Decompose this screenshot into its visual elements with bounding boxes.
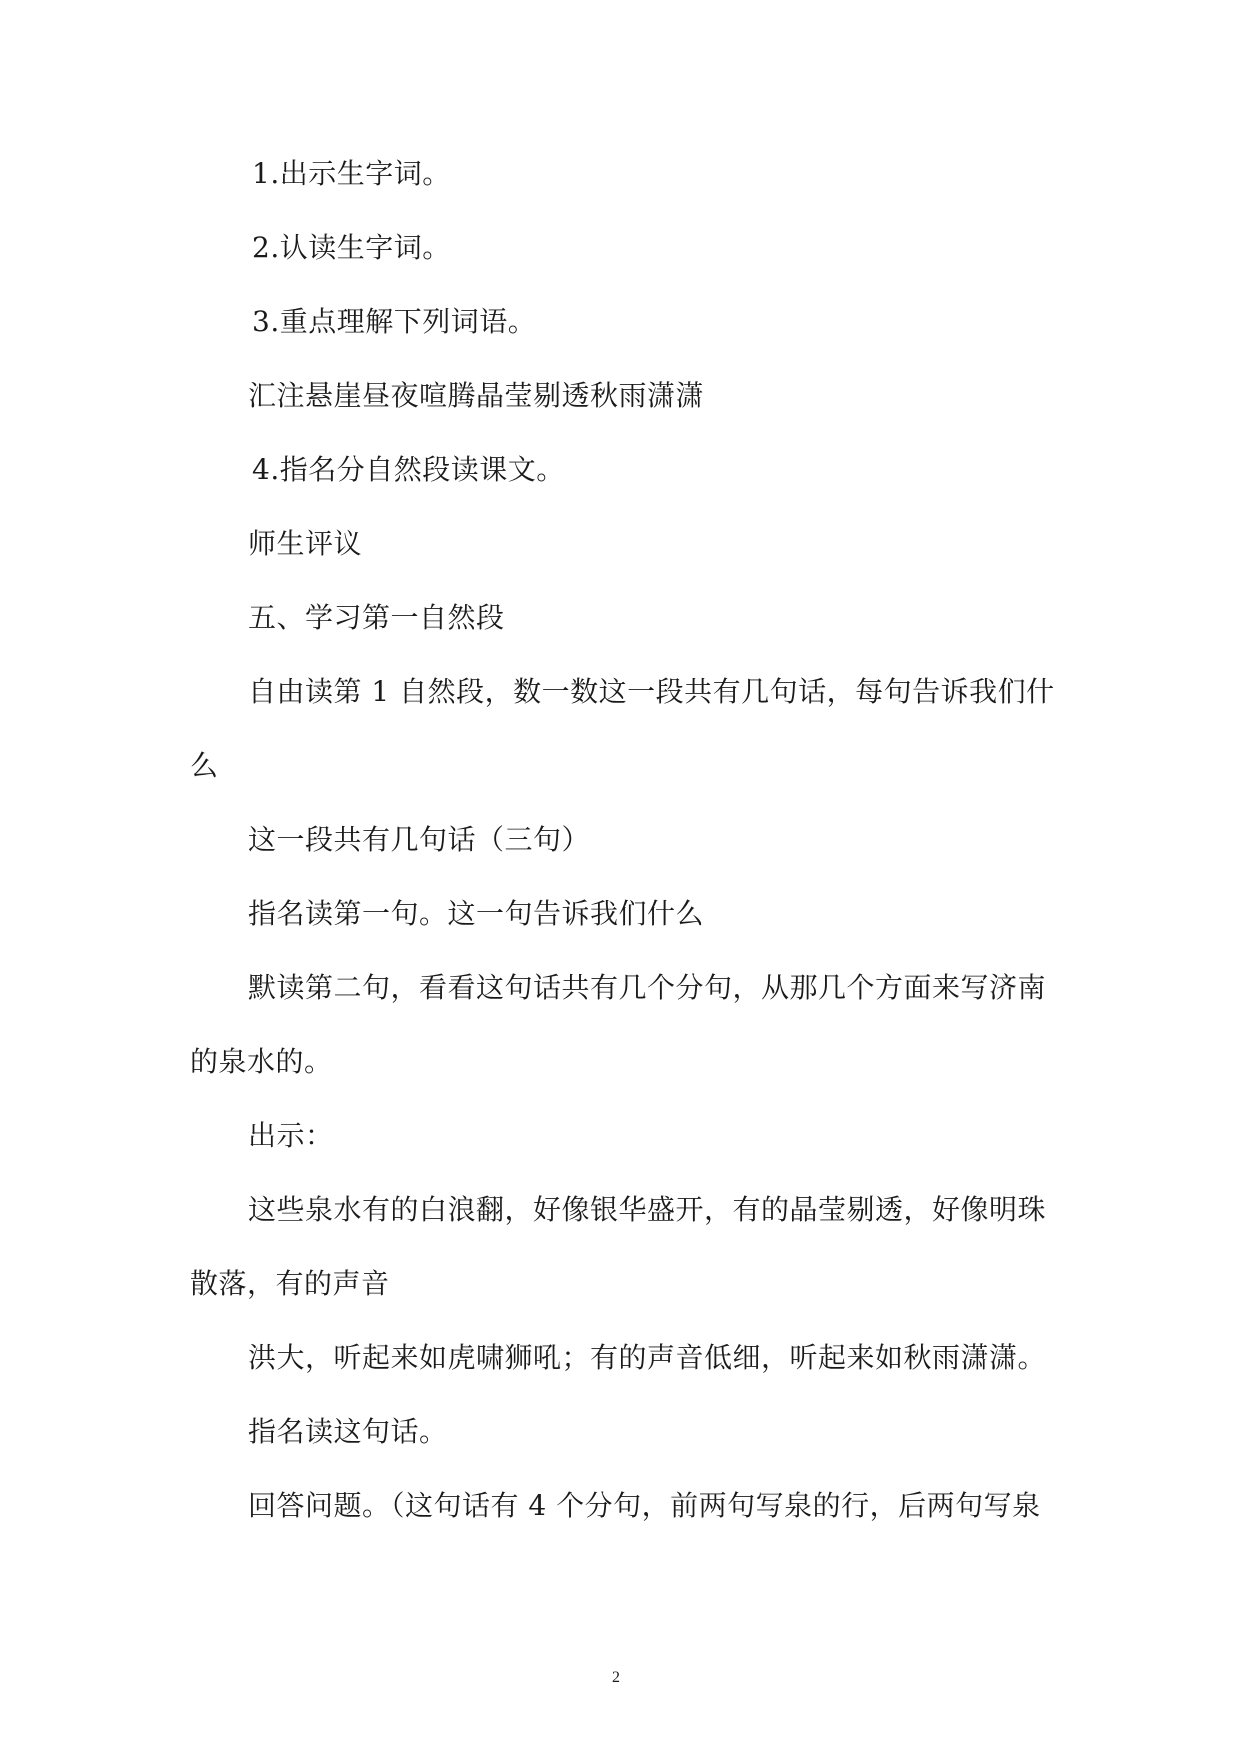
text-line-2: 2.认读生字词。	[252, 231, 451, 264]
text-line-8: 自由读第 1 自然段，数一数这一段共有几句话，每句告诉我们什	[248, 675, 1055, 708]
text-line-17: 洪大，听起来如虎啸狮吼；有的声音低细，听起来如秋雨潇潇。	[248, 1341, 1047, 1374]
text-line-11: 指名读第一句。这一句告诉我们什么	[248, 897, 705, 930]
text-line-14: 出示：	[248, 1119, 334, 1152]
text-line-10: 这一段共有几句话（三句）	[248, 823, 591, 856]
text-line-18: 指名读这句话。	[248, 1415, 448, 1448]
text-line-15: 这些泉水有的白浪翻，好像银华盛开，有的晶莹剔透，好像明珠	[248, 1193, 1047, 1226]
text-line-4: 汇注悬崖昼夜喧腾晶莹剔透秋雨潇潇	[248, 379, 705, 412]
text-line-19: 回答问题。（这句话有 4 个分句，前两句写泉的行，后两句写泉	[248, 1489, 1041, 1522]
text-line-3: 3.重点理解下列词语。	[252, 305, 537, 338]
text-line-6: 师生评议	[248, 527, 363, 560]
text-line-16: 散落，有的声音	[190, 1267, 390, 1300]
text-line-12: 默读第二句，看看这句话共有几个分句，从那几个方面来写济南	[248, 971, 1047, 1004]
page-number: 2	[612, 1669, 620, 1686]
text-line-1: 1.出示生字词。	[252, 157, 451, 190]
text-line-9: 么	[190, 749, 219, 782]
text-line-5: 4.指名分自然段读课文。	[252, 453, 565, 486]
text-line-13: 的泉水的。	[190, 1045, 333, 1078]
text-line-7: 五、学习第一自然段	[248, 601, 505, 634]
